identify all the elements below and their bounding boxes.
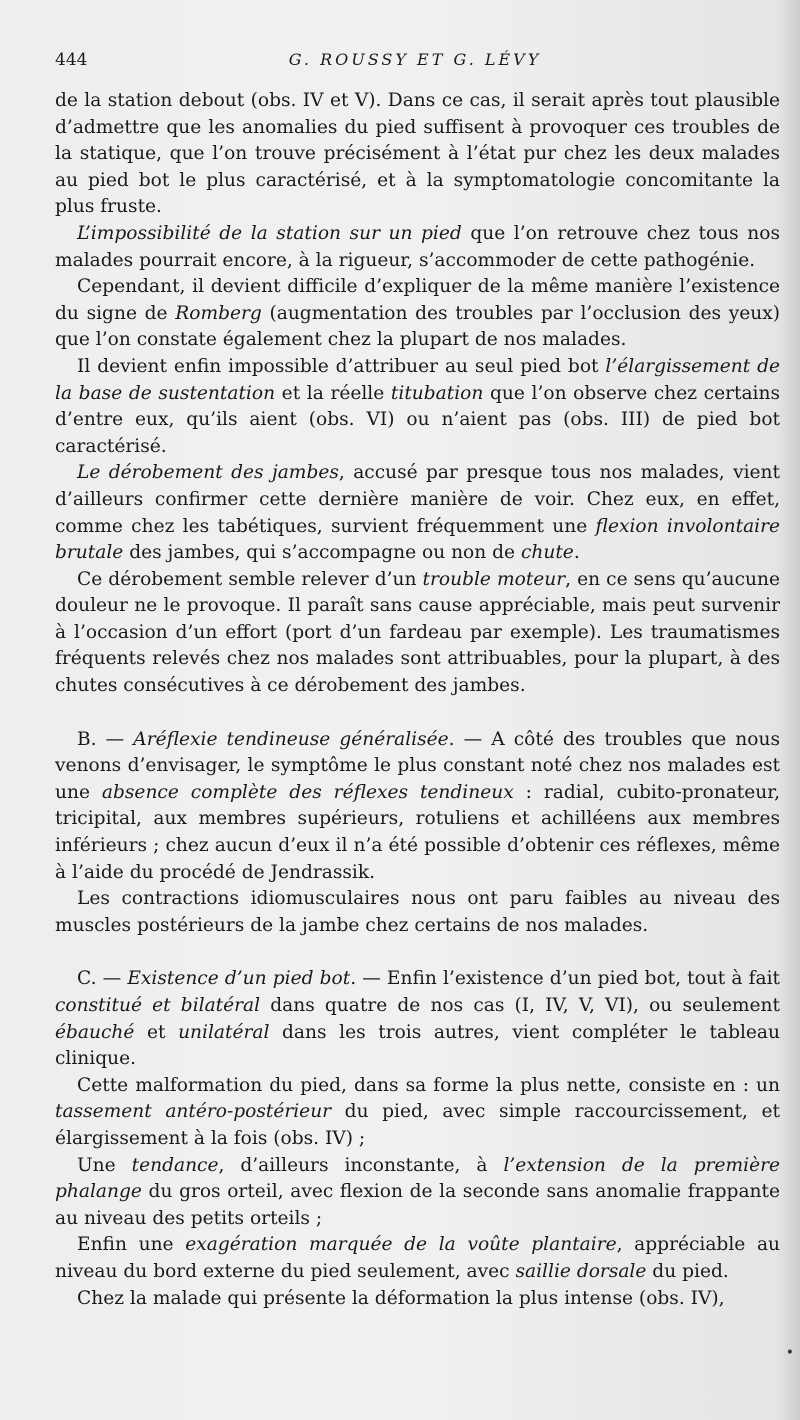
italic-run: flexion involontaire brutale bbox=[55, 515, 780, 564]
text-run: (augmentation des troubles par l’occlusion des yeux) que l’on constate également chez la plupart de nos malades. bbox=[55, 302, 780, 351]
page-header bbox=[55, 50, 775, 76]
italic-run: l’extension de la première phalange bbox=[55, 1154, 780, 1203]
italic-run: Romberg bbox=[175, 302, 262, 324]
text-run: C. — bbox=[77, 968, 128, 990]
italic-run: constitué et bilatéral bbox=[55, 995, 261, 1016]
paragraph bbox=[55, 354, 780, 460]
italic-run: saillie dorsale bbox=[515, 1260, 647, 1282]
paragraph bbox=[55, 1232, 780, 1285]
text-run: , appréciable au niveau du bord externe du pied seulement, avec bbox=[55, 1234, 781, 1282]
page-number: 444 bbox=[55, 50, 88, 70]
text-run: Une bbox=[77, 1154, 132, 1176]
text-run: dans quatre de nos cas (I, IV, V, VI), ou seulement bbox=[260, 995, 780, 1016]
body-text bbox=[55, 88, 780, 1312]
text-run: . bbox=[573, 542, 580, 564]
text-run: . — Enfin l’existence d’un pied bot, tout à fait bbox=[350, 968, 780, 990]
italic-run: exagération marquée de la voûte plantaire bbox=[185, 1234, 617, 1256]
text-run: du gros orteil, avec flexion de la seconde sans anomalie frappante au niveau des petits orteils ; bbox=[55, 1181, 780, 1229]
text-run: Cependant, il devient difficile d’expliquer de la même manière l’existence du signe de bbox=[55, 276, 780, 324]
text-run: du pied. bbox=[646, 1260, 729, 1282]
italic-run: tendance bbox=[131, 1154, 219, 1176]
text-run: dans les trois autres, vient compléter le tableau clinique. bbox=[55, 1021, 780, 1070]
text-run: Cette malformation du pied, dans sa forme la plus nette, consiste en : un bbox=[77, 1074, 780, 1096]
italic-run: trouble moteur bbox=[422, 568, 566, 590]
text-run: et la réelle bbox=[275, 382, 391, 404]
paragraph bbox=[55, 886, 780, 939]
text-run: Les contractions idiomusculaires nous ont paru faibles au niveau des muscles postérieurs de la jambe chez certains de nos malades. bbox=[55, 888, 780, 936]
paragraph bbox=[55, 1286, 780, 1313]
section-b-paragraph bbox=[55, 727, 780, 887]
text-run: Chez la malade qui présente la déformation la plus intense (obs. IV), bbox=[77, 1287, 725, 1309]
italic-run: L’impossibilité de la station sur un pied bbox=[77, 222, 462, 244]
running-title: G. ROUSSY ET G. LÉVY bbox=[288, 50, 542, 69]
paragraph bbox=[55, 1153, 780, 1233]
italic-run: Existence d’un pied bot bbox=[127, 968, 351, 990]
italic-run: Aréflexie tendineuse généralisée bbox=[133, 728, 449, 750]
italic-run: l’élargissement de la base de sustentation bbox=[55, 355, 780, 404]
text-run: . — A côté des troubles que nous venons d’envisager, le symptôme le plus constant noté chez nos malades est une bbox=[55, 728, 780, 803]
italic-run: titubation bbox=[390, 382, 484, 404]
paragraph bbox=[55, 460, 780, 566]
italic-run: chute bbox=[520, 542, 574, 564]
text-run: Ce dérobement semble relever d’un bbox=[77, 568, 423, 590]
paragraph bbox=[55, 88, 780, 221]
italic-run: tassement antéro-postérieur bbox=[55, 1101, 332, 1123]
text-run: , en ce sens qu’aucune douleur ne le provoque. Il paraît sans cause appréciable, mais peut survenir à l’occasion d’un effort (port d’un fardeau par exemple). Les traumatismes fréquents relevés chez nos malades sont attribuables, pour la plupart, à des chutes consécutives à ce dérobement des jambes. bbox=[55, 568, 780, 697]
italic-run: Le dérobement des jambes bbox=[77, 462, 339, 484]
text-run: B. — bbox=[77, 728, 134, 750]
text-run: des jambes, qui s’accompagne ou non de bbox=[123, 542, 521, 564]
text-run: et bbox=[134, 1021, 179, 1043]
paragraph bbox=[55, 1073, 780, 1153]
text-run: du pied, avec simple raccourcissement, et élargissement à la fois (obs. IV) ; bbox=[55, 1101, 781, 1149]
paragraph bbox=[55, 567, 780, 700]
italic-run: absence complète des réflexes tendineux bbox=[101, 781, 514, 803]
italic-run: unilatéral bbox=[178, 1021, 270, 1043]
paragraph bbox=[55, 274, 780, 354]
section-c-paragraph bbox=[55, 966, 780, 1072]
scan-dot: • bbox=[785, 1345, 794, 1361]
text-run: que l’on retrouve chez tous nos malades pourrait encore, à la rigueur, s’accommoder de cette pathogénie. bbox=[55, 222, 780, 271]
text-run: Il devient enfin impossible d’attribuer au seul pied bot bbox=[77, 355, 606, 377]
text-run: de la station debout (obs. IV et V). Dans ce cas, il serait après tout plausible d’admettre que les anomalies du pied suffisent à provoquer ces troubles de la statique, que l’on trouve précisément à l’état pur chez les deux malades au pied bot le plus caractérisé, et à la symptomatologie concomitante la plus fruste. bbox=[55, 90, 780, 218]
text-run: , accusé par presque tous nos malades, vient d’ailleurs confirmer cette dernière manière de voir. Chez eux, en effet, comme chez les tabétiques, survient fréquemment une bbox=[55, 462, 780, 537]
text-run: , d’ailleurs inconstante, à bbox=[218, 1154, 504, 1176]
text-run: : radial, cubito-pronateur, tricipital, aux membres supérieurs, rotuliens et achilléens aux membres inférieurs ; chez aucun d’eux il n’a été possible d’obtenir ces réflexes, même à l’aide du procédé de Jendrassik. bbox=[55, 781, 781, 883]
text-run: Enfin une bbox=[77, 1234, 186, 1256]
italic-run: ébauché bbox=[55, 1021, 135, 1043]
text-run: que l’on observe chez certains d’entre eux, qu’ils aient (obs. VI) ou n’aient pas (obs. III) de pied bot caractérisé. bbox=[55, 382, 781, 457]
paragraph bbox=[55, 221, 780, 274]
